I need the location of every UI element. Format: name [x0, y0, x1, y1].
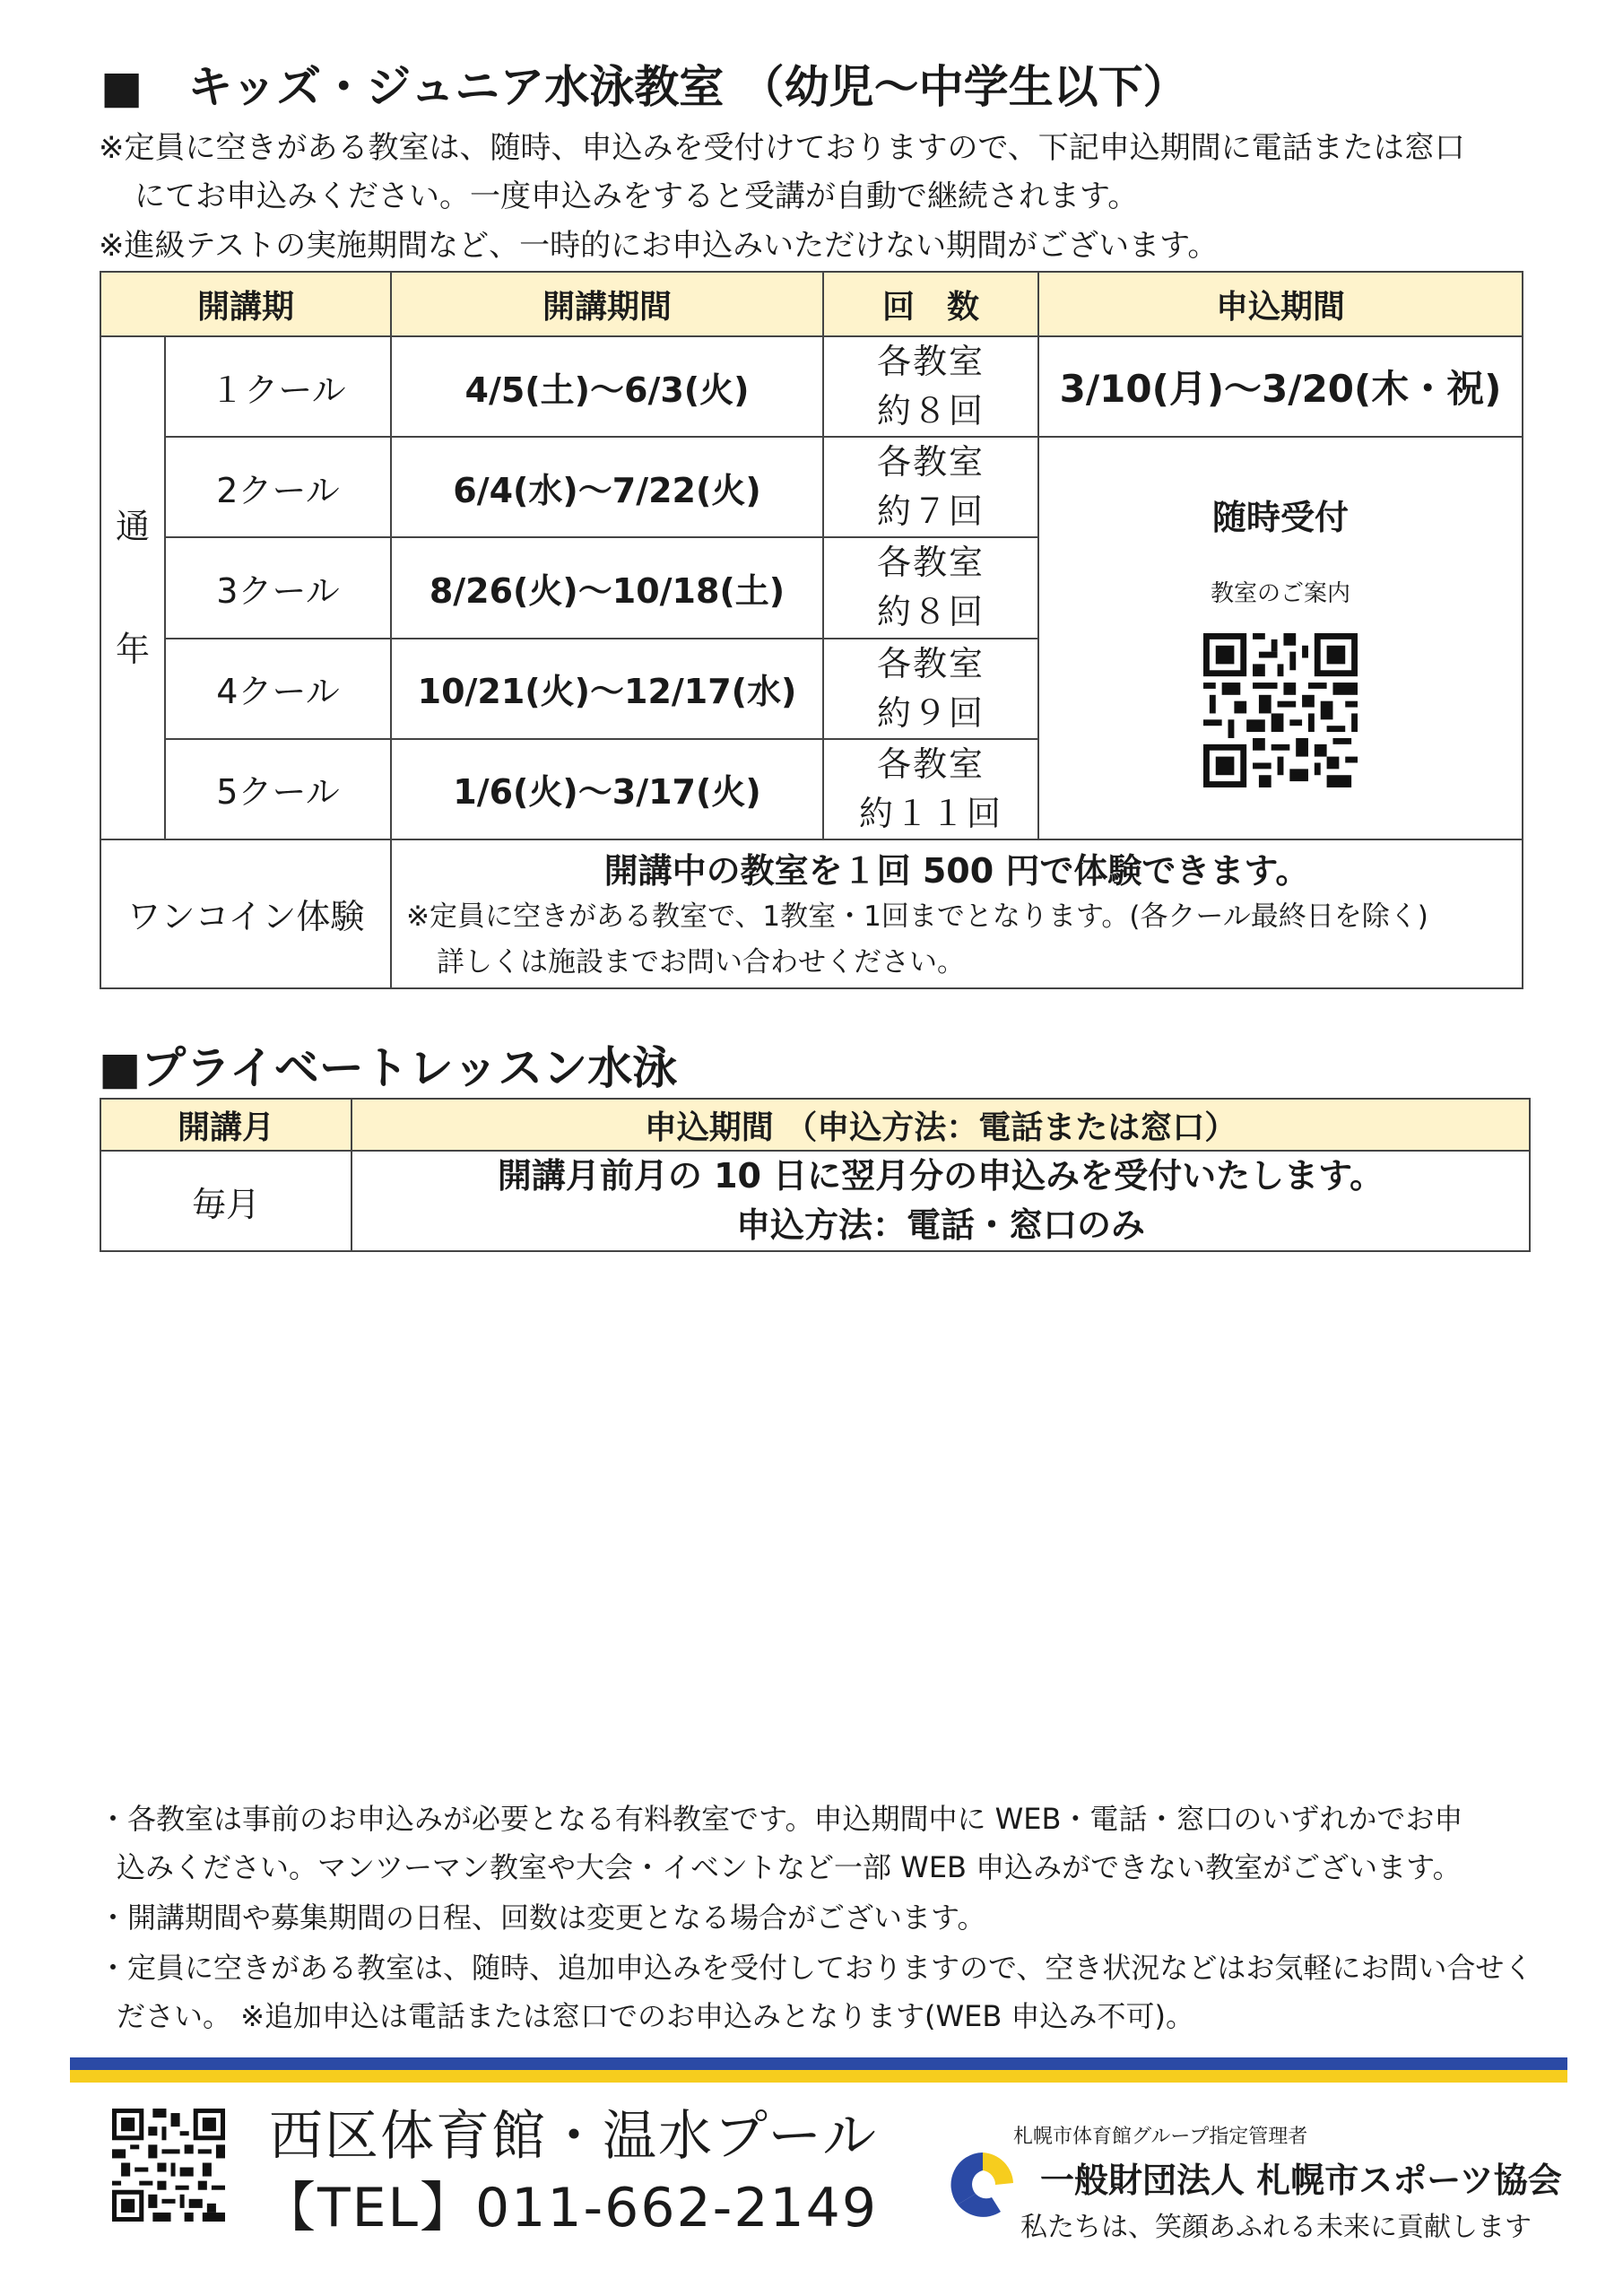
- header-month: 開講月: [100, 1099, 352, 1151]
- class-guide-label: 教室のご案内: [1211, 579, 1351, 607]
- kids-note-1: ※定員に空きがある教室は、随時、申込みを受付けておりますので、下記申込期間に電話または窓口: [99, 130, 1465, 166]
- header-count: 回 数: [823, 272, 1038, 336]
- header-apply-method: 申込期間 （申込方法：電話または窓口）: [352, 1099, 1530, 1151]
- org-subtitle: 札幌市体育館グループ指定管理者: [1013, 2126, 1308, 2148]
- bottom-note-3: ・定員に空きがある教室は、随時、追加申込みを受付しておりますので、空き状況などはお気軽にお問い合せく: [99, 1951, 1533, 1985]
- kids-section-title: ■ キッズ・ジュニア水泳教室 （幼児～中学生以下）: [100, 61, 1188, 113]
- private-line-1: 開講月前月の 10 日に翌月分の申込みを受付いたします。: [497, 1156, 1384, 1196]
- count-cell: [823, 437, 1038, 537]
- count-line-1: 各教室: [877, 643, 985, 683]
- bottom-note-1: ・各教室は事前のお申込みが必要となる有料教室です。申込期間中に WEB・電話・窓口のいずれかでお申: [99, 1802, 1463, 1836]
- trial-cell: [391, 839, 1523, 988]
- trial-label: ワンコイン体験: [100, 839, 391, 988]
- year-round-label: [100, 336, 165, 839]
- private-section-title: ■プライベートレッスン水泳: [99, 1042, 678, 1094]
- kids-note-2: ※進級テストの実施期間など、一時的にお申込みいただけない期間がございます。: [99, 228, 1219, 264]
- org-slogan: 私たちは、笑顔あふれる未来に貢献します: [1020, 2212, 1532, 2243]
- header-period: 開講期間: [391, 272, 823, 336]
- qr-code-icon[interactable]: [112, 2109, 225, 2222]
- qr-code-icon[interactable]: [1203, 633, 1358, 787]
- private-apply-cell: [352, 1151, 1530, 1251]
- count-line-2: 約９回: [877, 692, 985, 733]
- count-cell: [823, 739, 1038, 839]
- header-term: 開講期: [100, 272, 391, 336]
- count-line-1: 各教室: [877, 543, 985, 583]
- count-line-2: 約７回: [877, 491, 985, 532]
- header-apply: 申込期間: [1038, 272, 1523, 336]
- facility-tel[interactable]: 【TEL】011-662-2149: [262, 2177, 879, 2239]
- count-cell: [823, 537, 1038, 638]
- period-cell: 8/26(火)～10/18(土): [391, 537, 823, 638]
- year-label-1: 通: [115, 506, 150, 546]
- footer-stripe-yellow: [70, 2070, 1567, 2083]
- year-label-2: 年: [115, 629, 150, 669]
- month-cell: 毎月: [100, 1151, 352, 1251]
- trial-main-text: 開講中の教室を１回 500 円で体験できます。: [603, 850, 1310, 891]
- table-row: [100, 437, 1523, 537]
- count-line-2: 約１１回: [859, 793, 1003, 833]
- org-name: 一般財団法人 札幌市スポーツ協会: [1040, 2161, 1562, 2200]
- term-cell: 4クール: [165, 639, 391, 739]
- count-line-1: 各教室: [877, 744, 985, 784]
- apply-first-period: 3/10(月)～3/20(木・祝): [1038, 336, 1523, 437]
- table-row: [100, 336, 1523, 437]
- kids-note-1b: にてお申込みください。一度申込みをすると受講が自動で継続されます。: [135, 178, 1139, 214]
- table-row: [100, 839, 1523, 988]
- period-cell: 1/6(火)～3/17(火): [391, 739, 823, 839]
- term-cell: 5クール: [165, 739, 391, 839]
- count-line-1: 各教室: [877, 442, 985, 483]
- period-cell: 4/5(土)～6/3(火): [391, 336, 823, 437]
- table-row: [100, 1151, 1530, 1251]
- bottom-note-1b: 込みください。マンツーマン教室や大会・イベントなど一部 WEB 申込みができない教室がございます。: [117, 1850, 1462, 1884]
- trial-note-2: 詳しくは施設までお問い合わせください。: [437, 945, 966, 978]
- count-cell: [823, 639, 1038, 739]
- apply-anytime-cell: [1038, 437, 1523, 839]
- bottom-note-3b: ださい。 ※追加申込は電話または窓口でのお申込みとなります(WEB 申込み不可)。: [117, 1999, 1194, 2033]
- kids-schedule-table: [100, 271, 1523, 989]
- footer-stripe-blue: [70, 2057, 1567, 2070]
- trial-note-1: ※定員に空きがある教室で、1教室・1回までとなります。(各クール最終日を除く): [406, 900, 1428, 933]
- term-cell: 2クール: [165, 437, 391, 537]
- facility-name: 西区体育館・温水プール: [269, 2105, 878, 2168]
- count-line-1: 各教室: [877, 342, 985, 381]
- private-lesson-table: [100, 1098, 1531, 1252]
- sports-association-logo-icon: [945, 2147, 1020, 2222]
- period-cell: 10/21(火)～12/17(水): [391, 639, 823, 739]
- count-cell: [823, 336, 1038, 437]
- private-line-2: 申込方法：電話・窓口のみ: [735, 1205, 1145, 1246]
- term-cell: １クール: [165, 336, 391, 437]
- apply-anytime: 随時受付: [1212, 497, 1350, 537]
- bottom-note-2: ・開講期間や募集期間の日程、回数は変更となる場合がございます。: [99, 1900, 986, 1935]
- period-cell: 6/4(水)～7/22(火): [391, 437, 823, 537]
- term-cell: 3クール: [165, 537, 391, 638]
- count-line-2: 約８回: [877, 592, 985, 632]
- count-line-2: 約８回: [877, 391, 985, 431]
